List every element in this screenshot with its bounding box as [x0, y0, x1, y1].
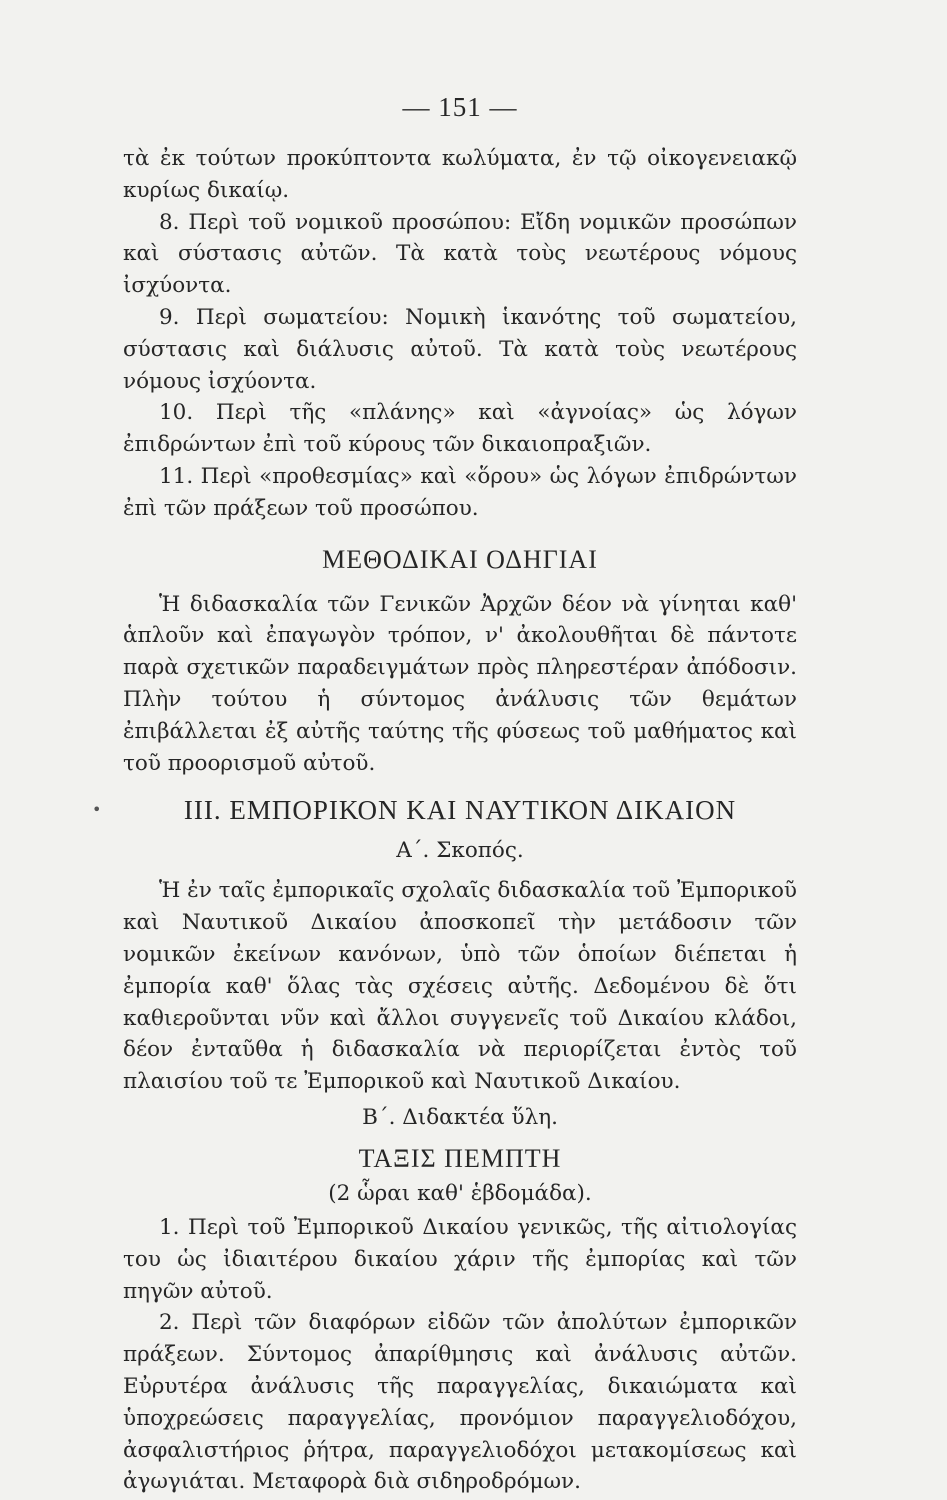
paragraph-item-11: 11. Περὶ «προθεσμίας» καὶ «ὅρου» ὡς λόγων ἐπιδρώντων ἐπὶ τῶν πράξεων τοῦ προσώπου.	[123, 463, 797, 521]
margin-ink-dot: •	[92, 800, 102, 819]
paragraph-purpose: Ἡ ἐν ταῖς ἐμπορικαῖς σχολαῖς διδασκαλία τοῦ Ἐμπορικοῦ καὶ Ναυτικοῦ Δικαίου ἀποσκοπεῖ τὴν μετάδοσιν τῶν νομικῶν ἐκείνων κανόνων, ὑπὸ τῶν ὁποίων διέπεται ἡ ἐμπορία καθ' ὅλας τὰς σχέσεις αὐτῆς. Δεδομένου δὲ ὅτι καθιεροῦνται νῦν καὶ ἄλλοι συγγενεῖς τοῦ Δικαίου κλάδοι, δέον ἐνταῦθα ἡ διδασκαλία νὰ περιορίζεται ἐντὸς τοῦ πλαισίου τοῦ τε Ἐμπορικοῦ καὶ Ναυτικοῦ Δικαίου.	[123, 878, 797, 1095]
paragraph-item-1: 1. Περὶ τοῦ Ἐμπορικοῦ Δικαίου γενικῶς, τῆς αἰτιολογίας του ὡς ἰδιαιτέρου δικαίου χάριν τῆς ἐμπορίας καὶ τῶν πηγῶν αὐτοῦ.	[123, 1214, 797, 1304]
subheading-purpose: Α΄. Σκοπός.	[396, 838, 524, 864]
paragraph-item-8: 8. Περὶ τοῦ νομικοῦ προσώπου: Εἴδη νομικῶν προσώπων καὶ σύστασις αὐτῶν. Τὰ κατὰ τοὺς νεωτέρους νόμους ἰσχύοντα.	[123, 209, 797, 299]
paragraph-item-9: 9. Περὶ σωματείου: Νομικὴ ἱκανότης τοῦ σωματείου, σύστασις καὶ διάλυσις αὐτοῦ. Τὰ κατὰ τοὺς νεωτέρους νόμους ἰσχύοντα.	[123, 304, 797, 394]
paragraph-item-10: 10. Περὶ τῆς «πλάνης» καὶ «ἀγνοίας» ὡς λόγων ἐπιδρώντων ἐπὶ τοῦ κύρους τῶν δικαιοπραξιῶν.	[123, 400, 797, 458]
subheading-teaching-material: Β΄. Διδακτέα ὕλη.	[362, 1104, 558, 1130]
page-number: — 151 —	[402, 92, 518, 122]
heading-fifth-class: ΤΑΞΙΣ ΠΕΜΠΤΗ	[358, 1143, 562, 1173]
paragraph-methodical-guidelines: Ἡ διδασκαλία τῶν Γενικῶν Ἀρχῶν δέον νὰ γίνηται καθ' ἁπλοῦν καὶ ἐπαγωγὸν τρόπον, ν' ἀκολουθῆται δὲ πάντοτε παρὰ σχετικῶν παραδειγμάτων πρὸς πληρεστέραν ἀπόδοσιν. Πλὴν τούτου ἡ σύντομος ἀνάλυσις τῶν θεμάτων ἐπιβάλλεται ἐξ αὐτῆς ταύτης τῆς φύσεως τοῦ μαθήματος καὶ τοῦ προορισμοῦ αὐτοῦ.	[123, 591, 797, 776]
hours-per-week-note: (2 ὧραι καθ' ἑβδομάδα).	[328, 1180, 592, 1206]
heading-methodical-guidelines: ΜΕΘΟΔΙΚΑΙ ΟΔΗΓΙΑΙ	[322, 544, 598, 574]
paragraph-item-2: 2. Περὶ τῶν διαφόρων εἰδῶν τῶν ἀπολύτων ἐμπορικῶν πράξεων. Σύντομος ἀπαρίθμησις καὶ ἀνάλυσις αὐτῶν. Εὐρυτέρα ἀνάλυσις τῆς παραγγελίας, δικαιώματα καὶ ὑποχρεώσεις παραγγελίας, προνόμιον παραγγελιοδόχου, ἀσφαλιστήριος ῥήτρα, παραγγελιοδόχοι μετακομίσεως καὶ ἀγωγιάται. Μεταφορὰ διὰ σιδηροδρόμων.	[123, 1310, 797, 1495]
paragraph-continuation: τὰ ἐκ τούτων προκύπτοντα κωλύματα, ἐν τῷ οἰκογενειακῷ κυρίως δικαίῳ.	[123, 146, 797, 203]
heading-commercial-maritime-law: ΙΙΙ. ΕΜΠΟΡΙΚΟΝ ΚΑΙ ΝΑΥΤΙΚΟΝ ΔΙΚΑΙΟΝ	[183, 795, 737, 826]
